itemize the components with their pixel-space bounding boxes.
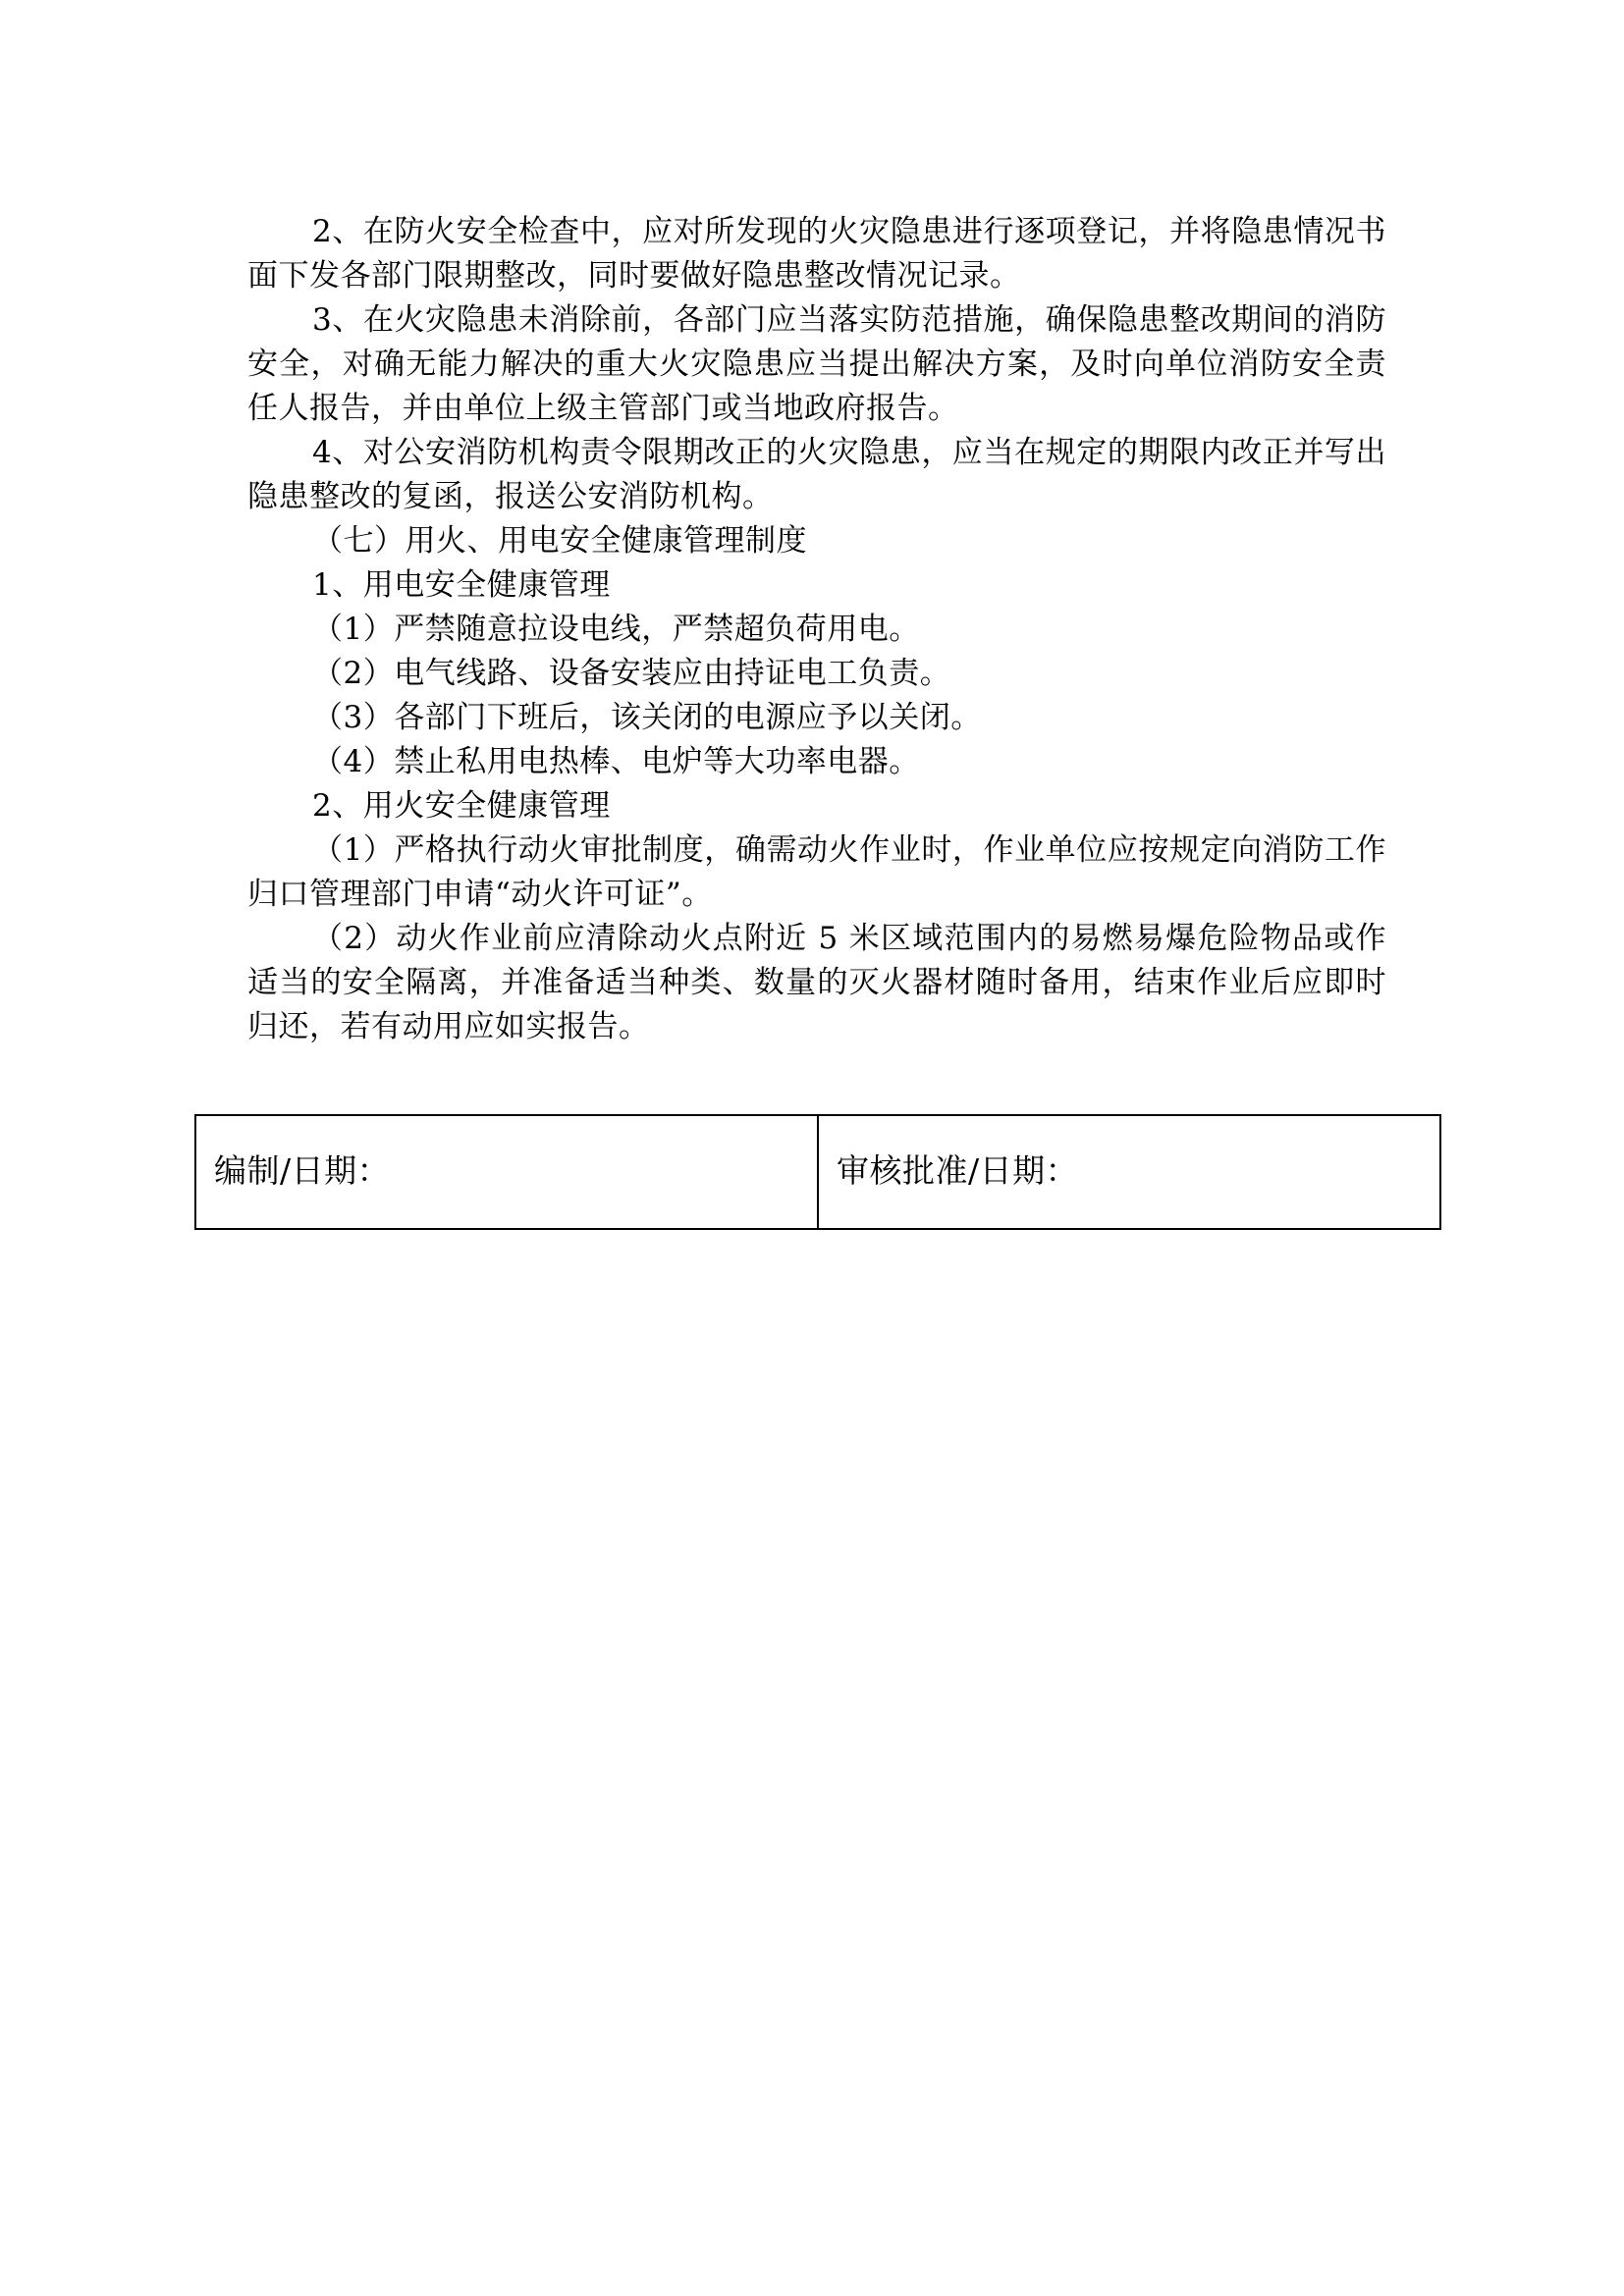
rule-electric-4: （4）禁止私用电热棒、电炉等大功率电器。	[312, 744, 920, 779]
subheading-fire-use-safety: 2、用火安全健康管理	[312, 788, 611, 824]
approved-by-date-cell: 审核批准/日期：	[837, 1151, 1079, 1190]
rule-electric-3: （3）各部门下班后，该关闭的电源应予以关闭。	[312, 700, 982, 735]
document-body	[247, 210, 1386, 1049]
paragraph-hazard-registration: 2、在防火安全检查中，应对所发现的火灾隐患进行逐项登记，并将隐患情况书面下发各部门限期整改，同时要做好隐患整改情况记录。	[247, 214, 1386, 294]
rule-fire-use-1: （1）严格执行动火审批制度，确需动火作业时，作业单位应按规定向消防工作归口管理部门申请“动火许可证”。	[247, 832, 1386, 912]
prepared-by-date-cell: 编制/日期：	[196, 1116, 819, 1228]
rule-fire-use-2: （2）动火作业前应清除动火点附近 5 米区域范围内的易燃易爆危险物品或作适当的安全隔离，并准备适当种类、数量的灭火器材随时备用，结束作业后应即时归还，若有动用应如实报告。	[247, 921, 1386, 1044]
subheading-electric-safety: 1、用电安全健康管理	[312, 567, 611, 603]
section-heading-fire-electric-safety: （七）用火、用电安全健康管理制度	[312, 523, 807, 559]
signature-table	[194, 1114, 1441, 1230]
rule-electric-1: （1）严禁随意拉设电线，严禁超负荷用电。	[312, 612, 920, 647]
rule-electric-2: （2）电气线路、设备安装应由持证电工负责。	[312, 656, 951, 691]
paragraph-rectification-order: 4、对公安消防机构责令限期改正的火灾隐患，应当在规定的期限内改正并写出隐患整改的复函，报送公安消防机构。	[247, 435, 1386, 514]
paragraph-hazard-precautions: 3、在火灾隐患未消除前，各部门应当落实防范措施，确保隐患整改期间的消防安全，对确无能力解决的重大火灾隐患应当提出解决方案，及时向单位消防安全责任人报告，并由单位上级主管部门或当地政府报告。	[247, 302, 1386, 426]
